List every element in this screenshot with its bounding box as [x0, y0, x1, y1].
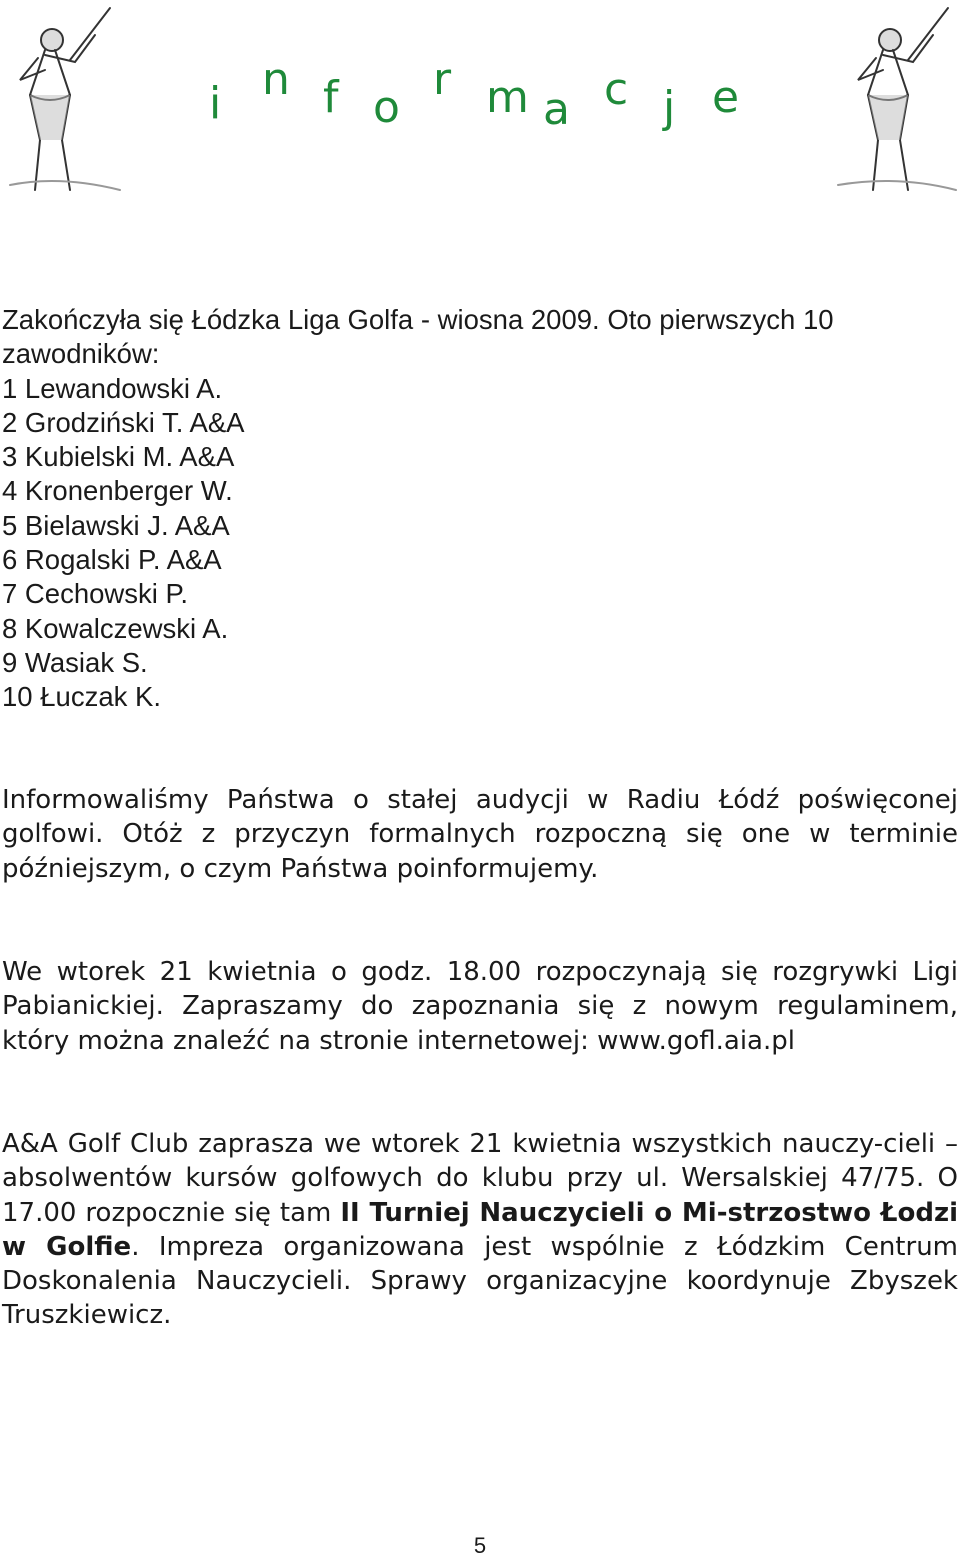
results-section — [2, 303, 958, 715]
tournament-text-start: A&A Golf Club zaprasza we wtorek 21 kwietnia wszystkich nauczy-cieli – absolwentów kursów golfowych do klubu przy ul. Wersalskiej 47/75. O 17.00 rozpocznie się tam — [2, 1129, 958, 1228]
results-intro: Zakończyła się Łódzka Liga Golfa - wiosna 2009. Oto pierwszych 10 — [2, 304, 834, 335]
title-letter: j — [663, 82, 676, 133]
list-item: 7 Cechowski P. — [2, 578, 188, 610]
title-letter: i — [209, 78, 222, 129]
title-letter: r — [433, 54, 452, 105]
list-item: 9 Wasiak S. — [2, 646, 148, 678]
title-letter: a — [543, 84, 570, 135]
list-item: 2 Grodziński T. A&A — [2, 406, 245, 438]
page-title — [0, 50, 960, 140]
list-item: 8 Kowalczewski A. — [2, 612, 229, 644]
list-item: 10 Łuczak K. — [2, 681, 161, 713]
tournament-name: II Turniej Nauczycieli o Mi-strzostwo Łodzi w Golfie — [2, 1197, 958, 1262]
league-paragraph: We wtorek 21 kwietnia o godz. 18.00 rozpoczynają się rozgrywki Ligi Pabianickiej. Zapraszamy do zapoznania się z nowym regulaminem, który można znaleźć na stronie internetowej: www.gofl.aia.pl — [2, 957, 958, 1056]
title-letter: o — [373, 82, 400, 133]
title-letter: n — [262, 54, 290, 105]
tournament-paragraph — [2, 1127, 958, 1333]
list-item: 4 Kronenberger W. — [2, 475, 233, 507]
title-letter: f — [323, 72, 339, 123]
list-item: 6 Rogalski P. A&A — [2, 544, 222, 576]
title-letter: e — [712, 72, 740, 123]
title-letter: m — [486, 72, 529, 123]
tournament-text-end: . Impreza organizowana jest wspólnie z Łódzkim Centrum Doskonalenia Nauczycieli. Sprawy organizacyjne koordynuje Zbyszek Truszkiewicz. — [2, 1231, 958, 1331]
results-intro-continued: zawodników: — [2, 338, 160, 370]
list-item: 5 Bielawski J. A&A — [2, 509, 230, 541]
radio-paragraph: Informowaliśmy Państwa o stałej audycji w Radiu Łódź poświęconej golfowi. Otóż z przyczyn formalnych rozpoczną się one w terminie późniejszym, o czym Państwa poinformujemy. — [2, 785, 958, 884]
list-item: 1 Lewandowski A. — [2, 372, 223, 404]
page-number: 5 — [473, 1533, 487, 1558]
list-item: 3 Kubielski M. A&A — [2, 441, 235, 473]
title-letter: c — [604, 64, 629, 115]
